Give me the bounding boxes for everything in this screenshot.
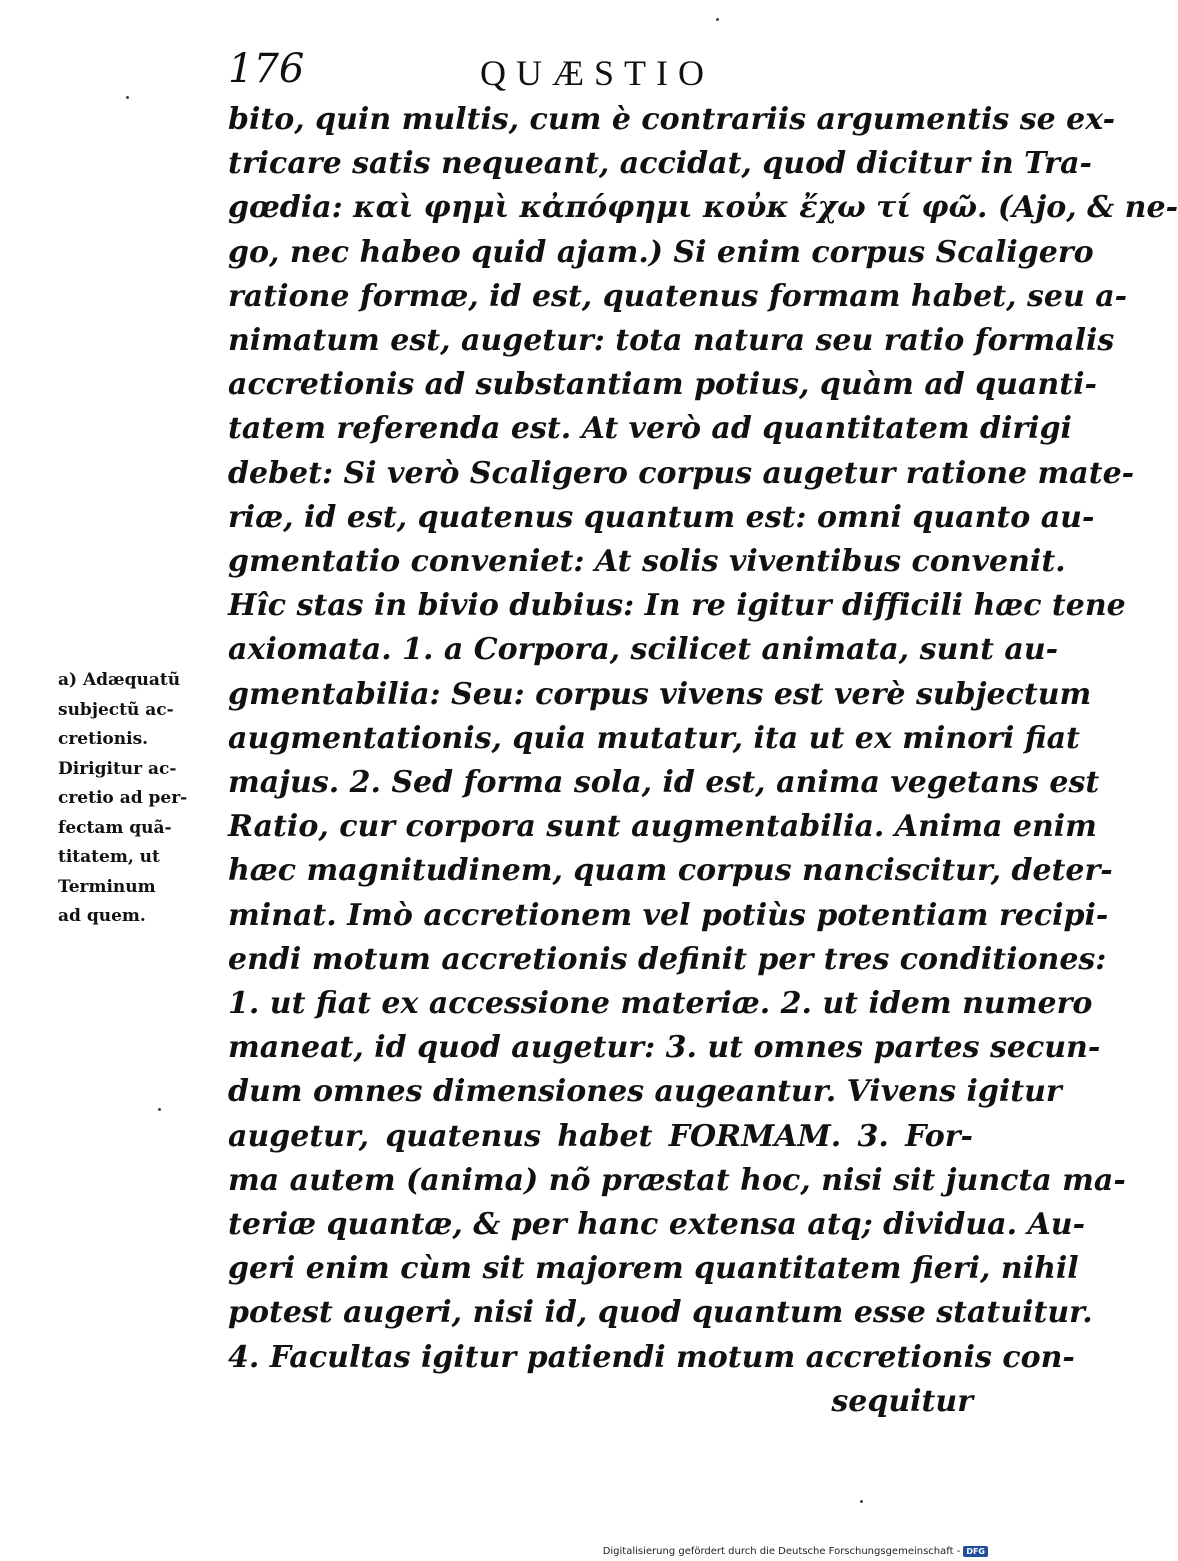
- margin-note-line: subjectũ ac-: [58, 699, 174, 720]
- text-line: nimatum est, augetur: tota natura seu ratio formalis: [228, 323, 1115, 359]
- margin-note-line: cretionis.: [58, 729, 149, 749]
- margin-note-line: cretio ad per-: [58, 788, 188, 808]
- text-line: Hîc stas in bivio dubius: In re igitur difficili hæc tene: [228, 588, 1126, 624]
- text-line: endi motum accretionis definit per tres conditiones:: [228, 941, 1107, 977]
- text-line: hæc magnitudinem, quam corpus nanciscitur, deter-: [228, 853, 1113, 889]
- text-line: 4. Facultas igitur patiendi motum accretionis con-: [228, 1339, 1075, 1375]
- text-line: axiomata. 1. a Corpora, scilicet animata, sunt au-: [228, 632, 1059, 668]
- text-line: augmentationis, quia mutatur, ita ut ex minori fiat: [228, 720, 1080, 756]
- text-line: teriæ quantæ, & per hanc extensa atq; dividua. Au-: [228, 1207, 1086, 1243]
- text-line: potest augeri, nisi id, quod quantum esse statuitur.: [228, 1295, 1093, 1331]
- margin-note-line: Dirigitur ac-: [58, 758, 177, 779]
- running-head: QUÆSTIO: [480, 53, 715, 93]
- scan-speck: [126, 96, 129, 99]
- text-line: Ratio, cur corpora sunt augmentabilia. Anima enim: [228, 809, 1097, 845]
- margin-note: [58, 666, 218, 932]
- dfg-logo-icon: DFG: [963, 1546, 988, 1557]
- text-line: debet: Si verò Scaligero corpus augetur ratione mate-: [228, 455, 1135, 491]
- text-line: geri enim cùm sit majorem quantitatem fieri, nihil: [228, 1251, 1079, 1287]
- margin-note-line: ad quem.: [58, 906, 146, 926]
- margin-note-line: titatem, ut: [58, 847, 160, 867]
- text-line: 1. ut fiat ex accessione materiæ. 2. ut idem numero: [228, 986, 1093, 1022]
- margin-note-line: Terminum: [58, 876, 156, 897]
- text-line: ma autem (anima) nõ præstat hoc, nisi sit juncta ma-: [228, 1162, 1126, 1198]
- text-line: minat. Imò accretionem vel potiùs potentiam recipi-: [228, 897, 1109, 933]
- scan-speck: [158, 1108, 161, 1111]
- scan-speck: [860, 1500, 863, 1503]
- body-text: [228, 98, 1178, 1424]
- text-line: tatem referenda est. At verò ad quantitatem dirigi: [228, 411, 1072, 447]
- text-line: gœdia: καὶ φημὶ κἀπόφημι κοὐκ ἔχω τί φῶ. (Ajo, & ne-: [228, 190, 1178, 226]
- scan-speck: [716, 18, 719, 21]
- text-line: gmentatio conveniet: At solis viventibus convenit.: [228, 544, 1066, 580]
- text-line: gmentabilia: Seu: corpus vivens est verè subjectum: [228, 676, 1092, 712]
- digitization-footer: [603, 1546, 988, 1557]
- text-line: augetur, quatenus habet FORMAM. 3. For-: [228, 1118, 973, 1154]
- text-line: tricare satis nequeant, accidat, quod dicitur in Tra-: [228, 146, 1092, 182]
- margin-note-line: fectam quã-: [58, 817, 172, 838]
- text-line: go, nec habeo quid ajam.) Si enim corpus Scaligero: [228, 234, 1094, 270]
- margin-note-line: a) Adæquatũ: [58, 670, 181, 690]
- text-line: accretionis ad substantiam potius, quàm ad quanti-: [228, 367, 1097, 403]
- text-line: maneat, id quod augetur: 3. ut omnes partes secun-: [228, 1030, 1101, 1066]
- page-number: 176: [228, 46, 305, 92]
- catchword: sequitur: [831, 1383, 973, 1419]
- text-line: bito, quin multis, cum è contrariis argumentis se ex-: [228, 102, 1116, 137]
- text-line: ratione formæ, id est, quatenus formam habet, seu a-: [228, 278, 1128, 314]
- text-line: majus. 2. Sed forma sola, id est, anima vegetans est: [228, 765, 1100, 801]
- text-line: dum omnes dimensiones augeantur. Vivens igitur: [228, 1074, 1062, 1110]
- text-line: riæ, id est, quatenus quantum est: omni quanto au-: [228, 499, 1095, 535]
- footer-credit: Digitalisierung gefördert durch die Deutsche Forschungsgemeinschaft -: [602, 1546, 961, 1557]
